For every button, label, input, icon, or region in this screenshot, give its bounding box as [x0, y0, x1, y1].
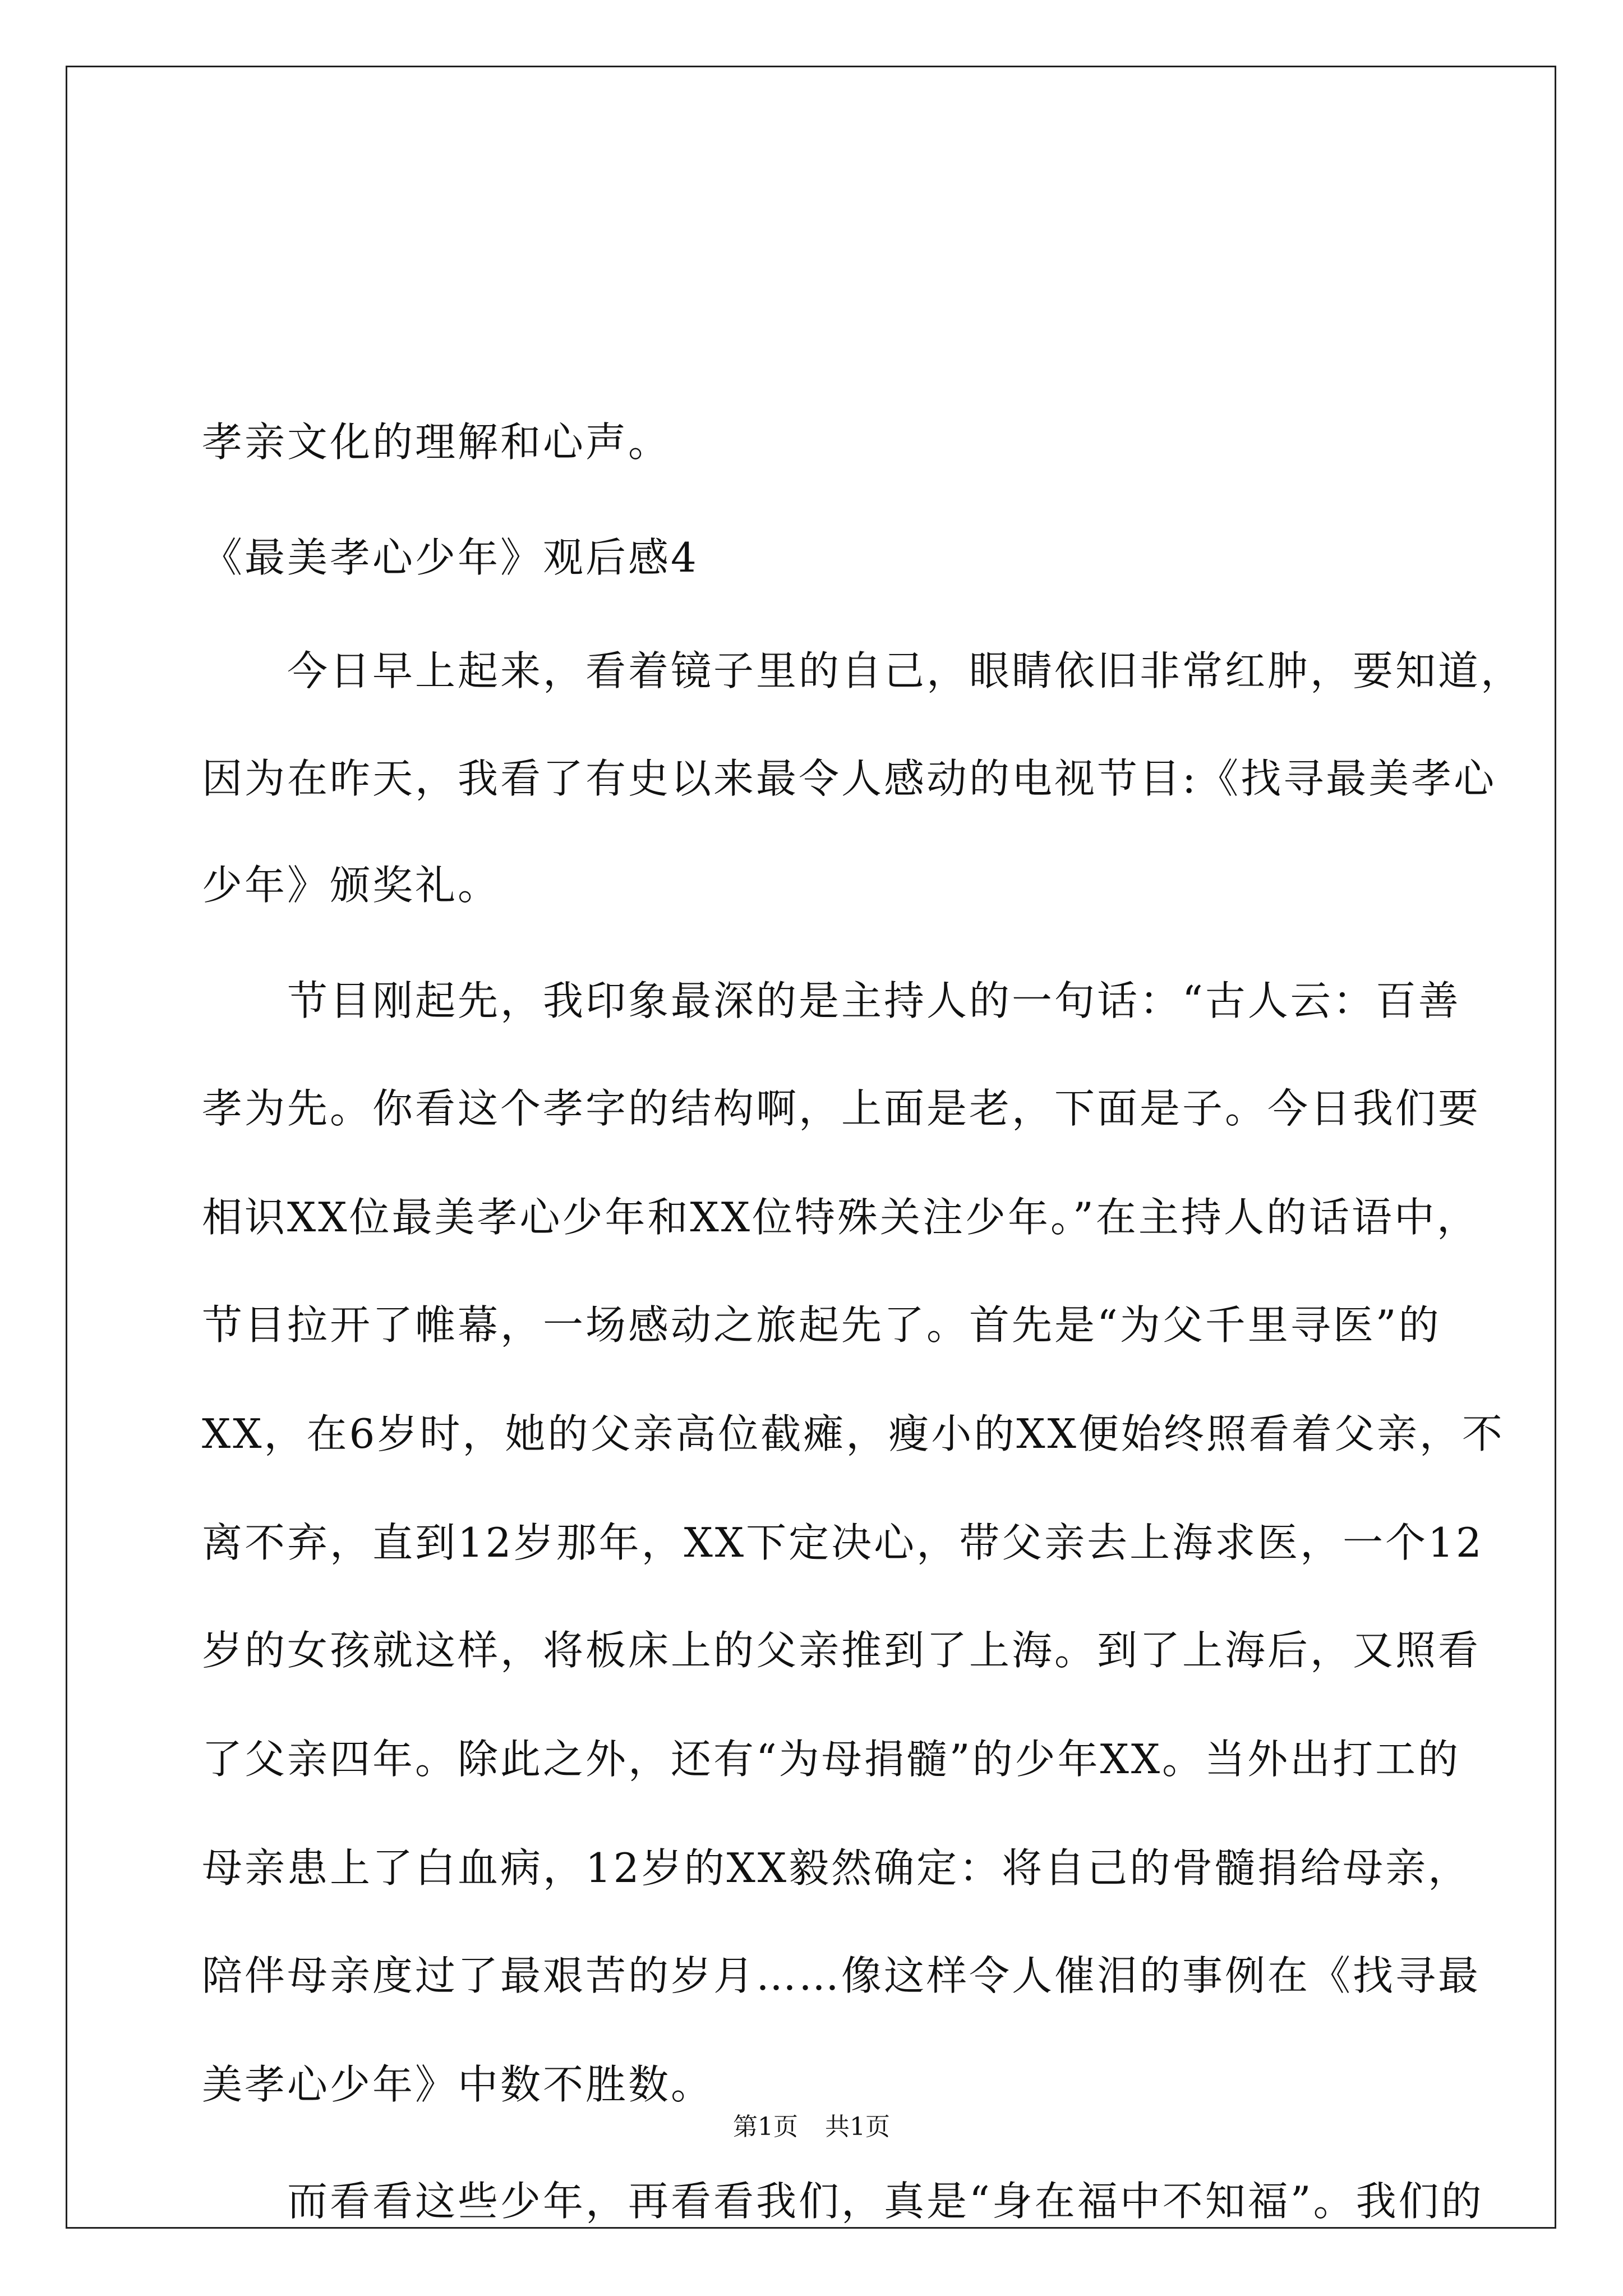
text-line: 美孝心少年》中数不胜数。 — [202, 2061, 714, 2108]
text-line: 孝亲文化的理解和心声。 — [202, 418, 671, 466]
text-line: 而看看这些少年，再看看我们，真是“身在福中不知福”。我们的 — [202, 2178, 1484, 2225]
text-line: 因为在昨天，我看了有史以来最令人感动的电视节目:《找寻最美孝心 — [202, 755, 1497, 802]
text-line: 节目拉开了帷幕，一场感动之旅起先了。首先是“为父千里寻医”的 — [202, 1301, 1441, 1349]
text-line: 节目刚起先，我印象最深的是主持人的一句话：“古人云：百善 — [202, 977, 1461, 1024]
page-number-current: 第1页 — [733, 2113, 798, 2141]
section-heading: 《最美孝心少年》观后感4 — [202, 534, 699, 581]
page-footer — [0, 2110, 1623, 2144]
text-line: 今日早上起来，看着镜子里的自己，眼睛依旧非常红肿，要知道， — [202, 647, 1524, 694]
text-line: 陪伴母亲度过了最艰苦的岁月……像这样令人催泪的事例在《找寻最 — [202, 1952, 1481, 1999]
text-line: 了父亲四年。除此之外，还有“为母捐髓”的少年XX。当外出打工的 — [202, 1736, 1461, 1783]
text-line: 岁的女孩就这样，将板床上的父亲推到了上海。到了上海后，又照看 — [202, 1627, 1481, 1674]
page-number-total: 共1页 — [825, 2113, 890, 2141]
text-line: 少年》颁奖礼。 — [202, 862, 501, 909]
page-border — [66, 66, 1556, 2229]
text-line: 离不弃，直到12岁那年，XX下定决心，带父亲去上海求医，一个12 — [202, 1519, 1484, 1566]
text-line: XX，在6岁时，她的父亲高位截瘫，瘦小的XX便始终照看着父亲，不 — [202, 1410, 1505, 1457]
text-line: 母亲患上了白血病，12岁的XX毅然确定：将自己的骨髓捐给母亲， — [202, 1844, 1471, 1892]
text-line: 相识XX位最美孝心少年和XX位特殊关注少年。”在主持人的话语中， — [202, 1194, 1479, 1241]
text-line: 孝为先。你看这个孝字的结构啊，上面是老，下面是子。今日我们要 — [202, 1085, 1481, 1132]
